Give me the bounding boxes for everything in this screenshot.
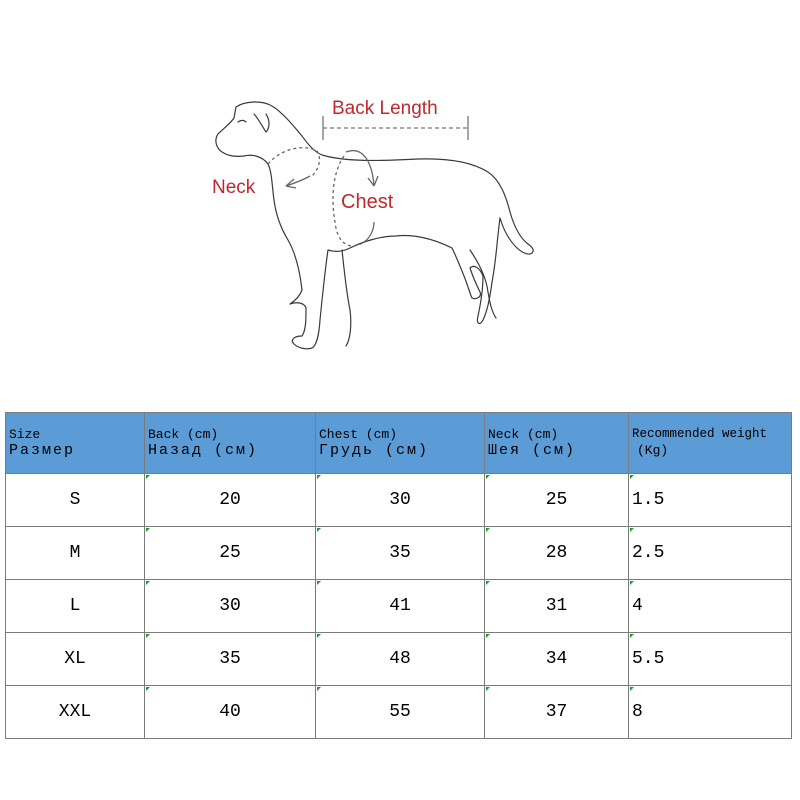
table-header-row bbox=[6, 413, 792, 474]
dog-eye bbox=[238, 121, 246, 123]
back-cell: 40 bbox=[145, 686, 316, 739]
header-chest: Chest (cm) Грудь (см) bbox=[316, 413, 485, 474]
chest-cell: 35 bbox=[316, 527, 485, 580]
back-cell: 30 bbox=[145, 580, 316, 633]
weight-cell: 5.5 bbox=[629, 633, 792, 686]
neck-label: Neck bbox=[212, 177, 256, 198]
weight-cell: 1.5 bbox=[629, 474, 792, 527]
chest-cell: 55 bbox=[316, 686, 485, 739]
size-table bbox=[5, 412, 792, 739]
neck-cell: 37 bbox=[485, 686, 629, 739]
back-cell: 35 bbox=[145, 633, 316, 686]
neck-cell: 28 bbox=[485, 527, 629, 580]
weight-cell: 2.5 bbox=[629, 527, 792, 580]
chest-label: Chest bbox=[341, 191, 394, 213]
table-row bbox=[6, 580, 792, 633]
size-cell: S bbox=[6, 474, 145, 527]
size-cell: XL bbox=[6, 633, 145, 686]
size-cell: L bbox=[6, 580, 145, 633]
table-row bbox=[6, 527, 792, 580]
back-length-label: Back Length bbox=[332, 98, 438, 119]
neck-cell: 25 bbox=[485, 474, 629, 527]
weight-cell: 8 bbox=[629, 686, 792, 739]
neck-cell: 31 bbox=[485, 580, 629, 633]
header-weight: Recommended weight (Kg) bbox=[629, 413, 792, 474]
chest-cell: 30 bbox=[316, 474, 485, 527]
header-back: Back (cm) Назад (см) bbox=[145, 413, 316, 474]
table-row bbox=[6, 686, 792, 739]
dog-measurement-diagram bbox=[190, 90, 560, 360]
dog-ear bbox=[254, 114, 269, 132]
neck-indicator bbox=[268, 148, 319, 188]
chest-cell: 41 bbox=[316, 580, 485, 633]
weight-cell: 4 bbox=[629, 580, 792, 633]
dog-silhouette bbox=[216, 102, 533, 349]
neck-cell: 34 bbox=[485, 633, 629, 686]
table-row bbox=[6, 633, 792, 686]
size-cell: M bbox=[6, 527, 145, 580]
chest-cell: 48 bbox=[316, 633, 485, 686]
dog-far-leg bbox=[342, 250, 351, 346]
table-row bbox=[6, 474, 792, 527]
back-cell: 20 bbox=[145, 474, 316, 527]
back-cell: 25 bbox=[145, 527, 316, 580]
header-neck: Neck (cm) Шея (см) bbox=[485, 413, 629, 474]
header-size: Size Размер bbox=[6, 413, 145, 474]
size-cell: XXL bbox=[6, 686, 145, 739]
